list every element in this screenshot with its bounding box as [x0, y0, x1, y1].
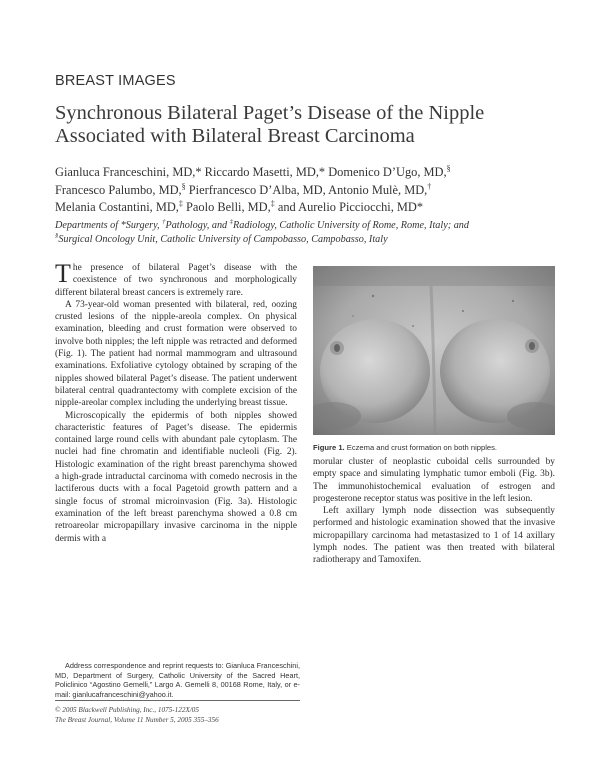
- drop-cap: T: [55, 259, 71, 288]
- authors-line-3c: and Aurelio Picciocchi, MD*: [274, 200, 424, 214]
- affiliation-mark: §: [181, 181, 186, 191]
- author-list: [55, 164, 555, 217]
- affiliations: [55, 219, 555, 246]
- dept-text-b: Pathology, and: [165, 220, 230, 231]
- figure-1-caption: [313, 443, 555, 452]
- journal-footer: [55, 705, 355, 725]
- paragraph-5: Left axillary lymph node dissection was subsequently performed and histologic examination showed that the invasive micropapillary carcinoma had metastasized to 1 of 14 axillary lymph nodes. The patient was then treated with bilateral radiotherapy and Tamoxifen.: [313, 506, 555, 566]
- paragraph-1-text: he presence of bilateral Paget’s disease with the coexistence of two synchronous and morphologically different bilateral breast cancers is extremely rare.: [55, 263, 297, 298]
- affiliation-mark: §: [55, 232, 59, 240]
- affiliation-mark: ‡: [229, 218, 234, 226]
- article-title: [55, 102, 555, 148]
- authors-line-1: Gianluca Franceschini, MD,* Riccardo Masetti, MD,* Domenico D’Ugo, MD,: [55, 165, 447, 179]
- authors-line-2b: Pierfrancesco D’Alba, MD, Antonio Mulè, MD,: [185, 182, 428, 197]
- title-line-1: Synchronous Bilateral Paget’s Disease of the Nipple: [55, 102, 485, 124]
- caption-label: Figure 1.: [313, 443, 345, 452]
- dept-text-d: Surgical Oncology Unit, Catholic University of Campobasso, Campobasso, Italy: [58, 233, 388, 245]
- affiliation-mark: ‡: [178, 198, 183, 208]
- title-line-2: Associated with Bilateral Breast Carcinoma: [55, 125, 415, 147]
- dept-text-c: Radiology, Catholic University of Rome, Rome, Italy; and: [233, 220, 469, 231]
- paragraph-4: morular cluster of neoplastic cuboidal cells surrounded by empty space and simulating lymphatic tumor emboli (Fig. 3b). The immunohistochemical evaluation of estrogen and progesterone receptor status was positive in the left lesion.: [313, 457, 555, 504]
- paragraph-1: [55, 259, 297, 299]
- correspondence-note: Address correspondence and reprint requests to: Gianluca Franceschini, MD, Department of Surgery, Catholic University of the Sacred Heart, Policlinico “Agostino Gemelli,” Largo A. Gemelli 8, 00168 Rome, Italy, or e-mail: gianlucafranceschini@yahoo.it.: [55, 661, 300, 699]
- section-label: BREAST IMAGES: [55, 73, 176, 89]
- authors-line-3a: Melania Costantini, MD,: [55, 200, 179, 214]
- right-column-body: [313, 456, 555, 567]
- authors-line-2a: Francesco Palumbo, MD,: [55, 182, 182, 197]
- figure-1-photo: [313, 266, 555, 435]
- footer-divider: [55, 700, 300, 701]
- affiliation-mark: †: [427, 181, 432, 191]
- affiliation-mark: †: [162, 218, 166, 226]
- affiliation-mark: §: [446, 163, 451, 173]
- paragraph-3: Microscopically the epidermis of both nipples showed characteristic features of Paget’s disease. The epidermis contained large round cells with abundant pale cytoplasm. The nuclei had fine chromatin and identifiable nucleoli (Fig. 2). Histologic examination of the right breast parenchyma showed a high-grade intraductal carcinoma with comedo necrosis in the lactiferous ducts with a focal Pagetoid growth pattern and a single focus of stromal microinvasion (Fig. 3a). Histologic examination of the left breast parenchyma showed a 0.8 cm retroareolar micropapillary invasive carcinoma in the nipple dermis with a: [55, 410, 297, 544]
- copyright-line: © 2005 Blackwell Publishing, Inc., 1075-122X/05: [55, 706, 199, 714]
- left-column-body: [55, 259, 297, 545]
- journal-citation: The Breast Journal, Volume 11 Number 5, 2005 355–356: [55, 716, 219, 724]
- affiliation-mark: ‡: [270, 198, 275, 208]
- caption-text: Eczema and crust formation on both nipples.: [344, 443, 498, 452]
- clinical-photo-image: [313, 266, 555, 435]
- authors-line-3b: Paolo Belli, MD,: [182, 200, 271, 214]
- dept-text-a: Departments of *Surgery,: [55, 220, 163, 231]
- paragraph-2: A 73-year-old woman presented with bilateral, red, oozing crusted lesions of the nipple-areola complex. On physical examination, bleeding and crust formation were observed to involve both nipples; the left nipple was retracted and deformed (Fig. 1). The patient had normal mammogram and ultrasound examinations. Exfoliative cytology obtained by scraping of the nipples showed bilateral Paget’s disease. The patient underwent bilateral central quadrantectomy with complete excision of the nipple-areolar complex including the underlying breast tissue.: [55, 299, 297, 409]
